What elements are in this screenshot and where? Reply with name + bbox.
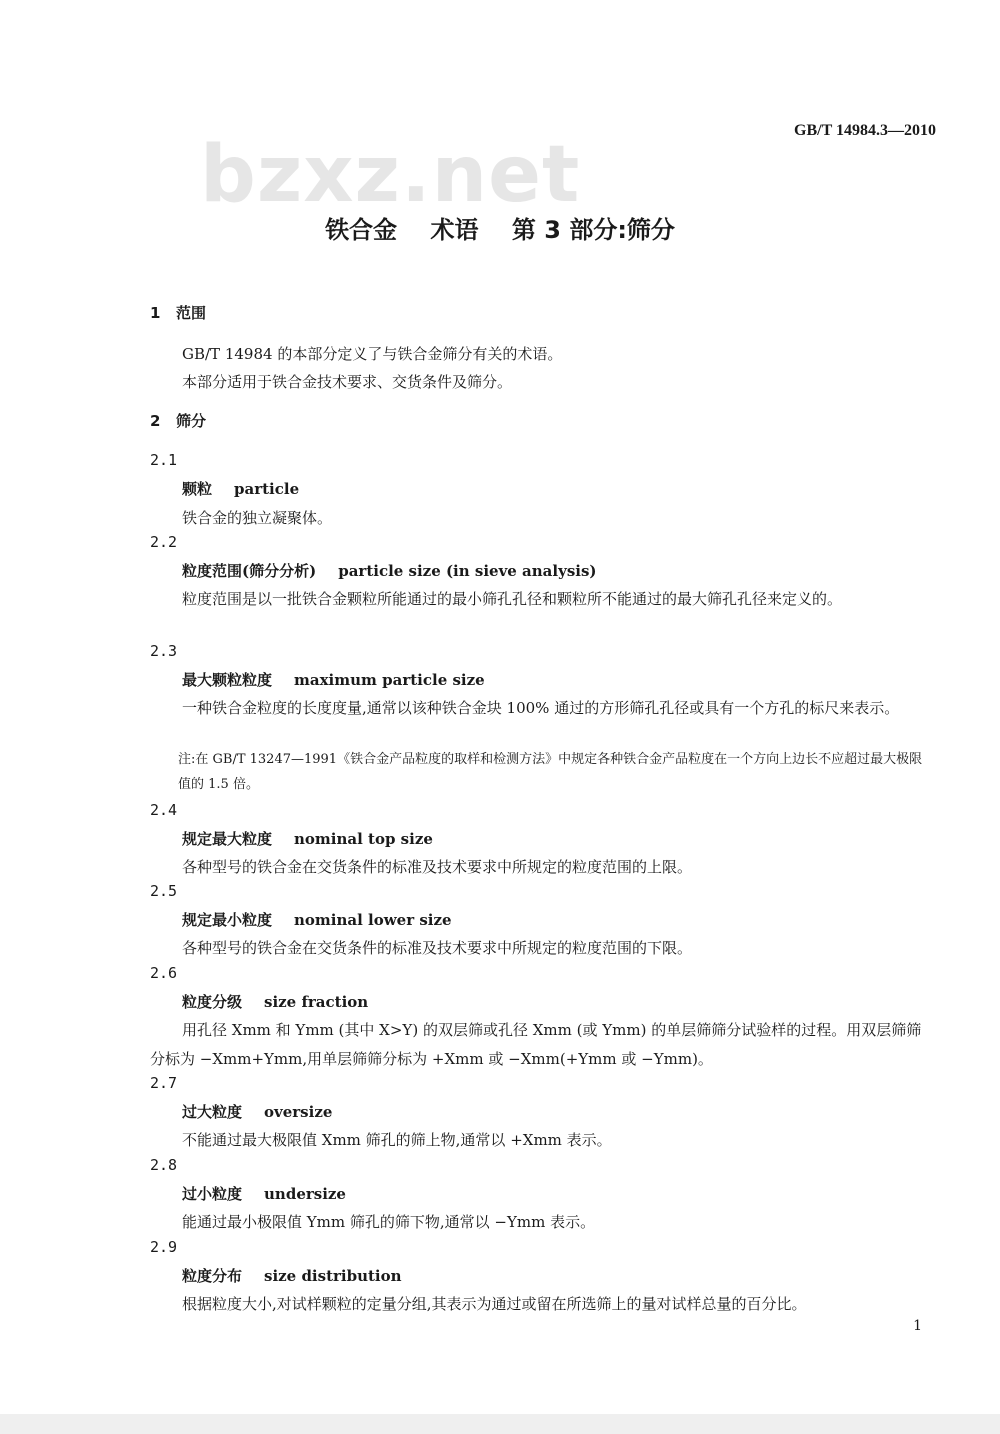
term-number: 2.7	[150, 1074, 178, 1092]
term-definition: 根据粒度大小,对试样颗粒的定量分组,其表示为通过或留在所选筛上的量对试样总量的百分比。	[182, 1295, 807, 1313]
term-zh: 粒度范围(筛分分析)	[182, 562, 317, 580]
term-definition: 用孔径 Xmm 和 Ymm (其中 X>Y) 的双层筛或孔径 Xmm (或 Ymm) 的单层筛筛分试验样的过程。用双层筛筛分标为 −Xmm+Ymm,用单层筛筛分标为 +Xmm 或 −Xmm(+Ymm 或 −Ymm)。	[150, 1021, 922, 1068]
term-zh: 粒度分布	[182, 1267, 243, 1285]
watermark: bzxz.net	[200, 130, 581, 220]
section-1-paragraph-2: 本部分适用于铁合金技术要求、交货条件及筛分。	[182, 373, 513, 391]
term-number: 2.4	[150, 801, 178, 819]
term-zh: 过大粒度	[182, 1103, 243, 1121]
term-definition: 不能通过最大极限值 Xmm 筛孔的筛上物,通常以 +Xmm 表示。	[182, 1131, 612, 1149]
term-number: 2.5	[150, 882, 178, 900]
term-heading	[182, 478, 299, 499]
term-heading	[182, 828, 433, 849]
term-note: 注:在 GB/T 13247—1991《铁合金产品粒度的取样和检测方法》中规定各种铁合金产品粒度在一个方向上边长不应超过最大极限值的 1.5 倍。	[178, 752, 923, 792]
term-definition: 各种型号的铁合金在交货条件的标准及技术要求中所规定的粒度范围的下限。	[182, 939, 693, 957]
term-zh: 粒度分级	[182, 993, 243, 1011]
section-number: 1	[150, 304, 161, 322]
term-heading	[182, 669, 485, 690]
term-heading	[182, 909, 452, 930]
viewer-bottom-bar	[0, 1414, 1000, 1434]
term-number: 2.1	[150, 451, 178, 469]
page-number: 1	[913, 1318, 922, 1334]
term-definition: 粒度范围是以一批铁合金颗粒所能通过的最小筛孔孔径和颗粒所不能通过的最大筛孔孔径来定义的。	[182, 590, 843, 608]
term-number: 2.3	[150, 642, 178, 660]
term-zh: 颗粒	[182, 480, 213, 498]
section-title: 范围	[176, 304, 207, 322]
term-definition: 能通过最小极限值 Ymm 筛孔的筛下物,通常以 −Ymm 表示。	[182, 1213, 596, 1231]
term-en: undersize	[264, 1185, 346, 1203]
term-heading	[182, 560, 597, 581]
section-title: 筛分	[176, 412, 207, 430]
term-definition: 各种型号的铁合金在交货条件的标准及技术要求中所规定的粒度范围的上限。	[182, 858, 693, 876]
term-zh: 过小粒度	[182, 1185, 243, 1203]
section-2-heading	[150, 410, 206, 431]
term-zh: 规定最大粒度	[182, 830, 273, 848]
term-heading	[182, 1183, 346, 1204]
term-number: 2.8	[150, 1156, 178, 1174]
term-definition: 一种铁合金粒度的长度度量,通常以该种铁合金块 100% 通过的方形筛孔孔径或具有一个方孔的标尺来表示。	[182, 699, 900, 717]
term-en: size distribution	[264, 1267, 402, 1285]
term-en: particle size (in sieve analysis)	[338, 562, 597, 580]
term-en: nominal lower size	[294, 911, 452, 929]
term-heading	[182, 1101, 332, 1122]
term-en: maximum particle size	[294, 671, 485, 689]
term-en: particle	[234, 480, 300, 498]
term-heading	[182, 991, 368, 1012]
section-1-heading	[150, 302, 206, 323]
term-heading	[182, 1265, 402, 1286]
term-number: 2.6	[150, 964, 178, 982]
term-definition: 铁合金的独立凝聚体。	[182, 509, 333, 527]
standard-number: GB/T 14984.3—2010	[794, 122, 936, 139]
term-zh: 最大颗粒粒度	[182, 671, 273, 689]
section-1-paragraph-1: GB/T 14984 的本部分定义了与铁合金筛分有关的术语。	[182, 345, 563, 363]
term-en: oversize	[264, 1103, 333, 1121]
term-en: nominal top size	[294, 830, 433, 848]
section-number: 2	[150, 412, 161, 430]
term-number: 2.2	[150, 533, 178, 551]
term-zh: 规定最小粒度	[182, 911, 273, 929]
term-en: size fraction	[264, 993, 369, 1011]
term-number: 2.9	[150, 1238, 178, 1256]
document-title: 铁合金 术语 第 3 部分:筛分	[325, 216, 675, 244]
